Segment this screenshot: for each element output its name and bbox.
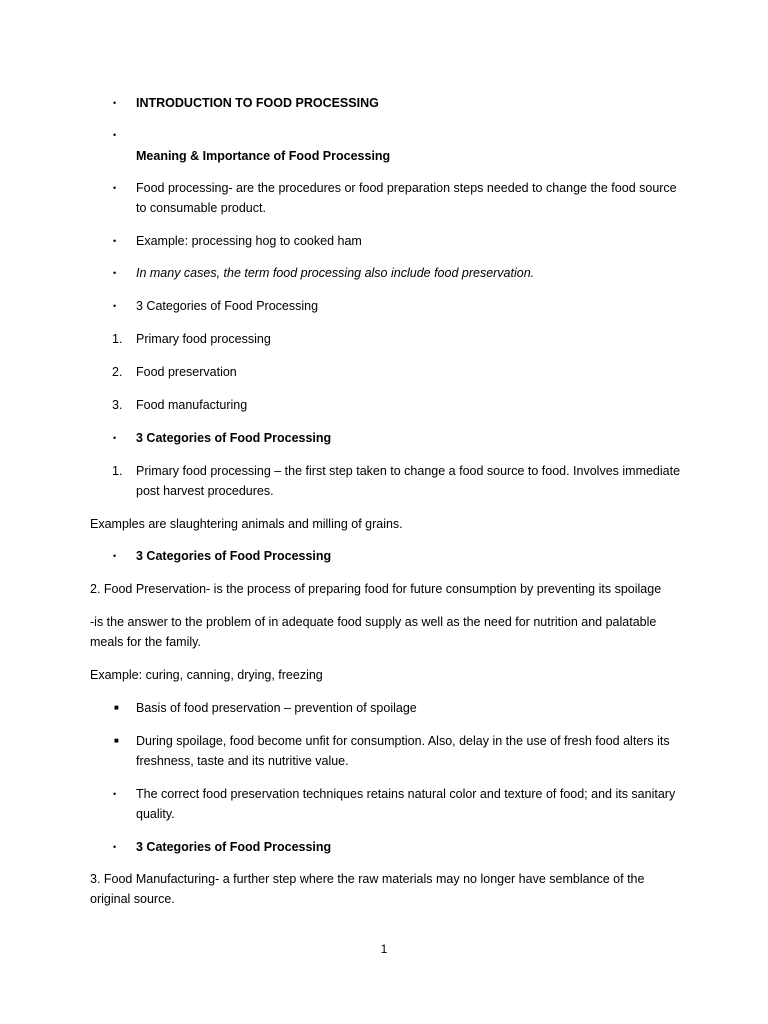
bullet-marker: • xyxy=(113,236,117,246)
square-bullet-marker: ■ xyxy=(114,703,119,712)
list-item xyxy=(112,731,682,771)
page-number: 1 xyxy=(380,942,388,956)
definition-text: Food processing- are the procedures or food preparation steps needed to change the food source to consumable product. xyxy=(136,181,677,215)
basis-text: Basis of food preservation – prevention of spoilage xyxy=(136,701,417,715)
intro-heading: INTRODUCTION TO FOOD PROCESSING xyxy=(136,96,379,110)
list-item xyxy=(112,296,682,316)
list-item xyxy=(112,428,682,448)
bullet-marker: • xyxy=(113,98,117,108)
examples-paragraph: Examples are slaughtering animals and milling of grains. xyxy=(90,517,403,531)
bullet-marker: • xyxy=(113,433,117,443)
bullet-marker: • xyxy=(113,183,117,193)
list-item xyxy=(112,546,682,566)
bullet-marker: • xyxy=(113,789,117,799)
list-item xyxy=(112,698,682,718)
categories-heading: 3 Categories of Food Processing xyxy=(136,549,332,563)
bullet-marker: • xyxy=(113,551,117,561)
paragraph xyxy=(90,665,680,685)
answer-paragraph: -is the answer to the problem of in adequate food supply as well as the need for nutrition and palatable meals for the family. xyxy=(90,615,657,649)
preservation-paragraph: 2. Food Preservation- is the process of preparing food for future consumption by preventing its spoilage xyxy=(90,582,662,596)
bullet-marker: • xyxy=(113,301,117,311)
categories-heading: 3 Categories of Food Processing xyxy=(136,431,332,445)
list-item xyxy=(112,231,682,251)
bullet-marker: • xyxy=(113,268,117,278)
categories-heading: 3 Categories of Food Processing xyxy=(136,299,319,313)
number-marker: 2. xyxy=(112,365,123,379)
numbered-item-text: Food preservation xyxy=(136,365,237,379)
bullet-marker: • xyxy=(113,130,117,140)
list-item xyxy=(112,146,682,166)
list-item xyxy=(112,263,682,283)
numbered-item-text: Food manufacturing xyxy=(136,398,248,412)
numbered-item xyxy=(112,461,682,501)
square-bullet-marker: ■ xyxy=(114,736,119,745)
paragraph xyxy=(90,869,680,909)
paragraph xyxy=(90,612,680,652)
italic-note: In many cases, the term food processing also include food preservation. xyxy=(136,266,535,280)
primary-description: Primary food processing – the first step taken to change a food source to food. Involves immediate post harvest procedures. xyxy=(136,464,681,498)
paragraph xyxy=(90,514,680,534)
bullet-marker: • xyxy=(113,842,117,852)
numbered-item xyxy=(112,395,682,415)
spoilage-text: During spoilage, food become unfit for consumption. Also, delay in the use of fresh food alters its freshness, taste and its nutritive value. xyxy=(136,734,670,768)
numbered-item xyxy=(112,362,682,382)
example-text: Example: processing hog to cooked ham xyxy=(136,234,362,248)
number-marker: 3. xyxy=(112,398,123,412)
numbered-item xyxy=(112,329,682,349)
example-paragraph: Example: curing, canning, drying, freezing xyxy=(90,668,323,682)
meaning-heading: Meaning & Importance of Food Processing xyxy=(136,149,391,163)
list-item xyxy=(112,178,682,218)
correct-technique-text: The correct food preservation techniques retains natural color and texture of food; and its sanitary quality. xyxy=(136,787,676,821)
number-marker: 1. xyxy=(112,464,123,478)
list-item xyxy=(112,784,682,824)
manufacturing-paragraph: 3. Food Manufacturing- a further step where the raw materials may no longer have semblance of the original source. xyxy=(90,872,645,906)
list-item xyxy=(112,93,682,113)
list-item xyxy=(112,837,682,857)
number-marker: 1. xyxy=(112,332,123,346)
numbered-item-text: Primary food processing xyxy=(136,332,271,346)
paragraph xyxy=(90,579,680,599)
categories-heading: 3 Categories of Food Processing xyxy=(136,840,332,854)
